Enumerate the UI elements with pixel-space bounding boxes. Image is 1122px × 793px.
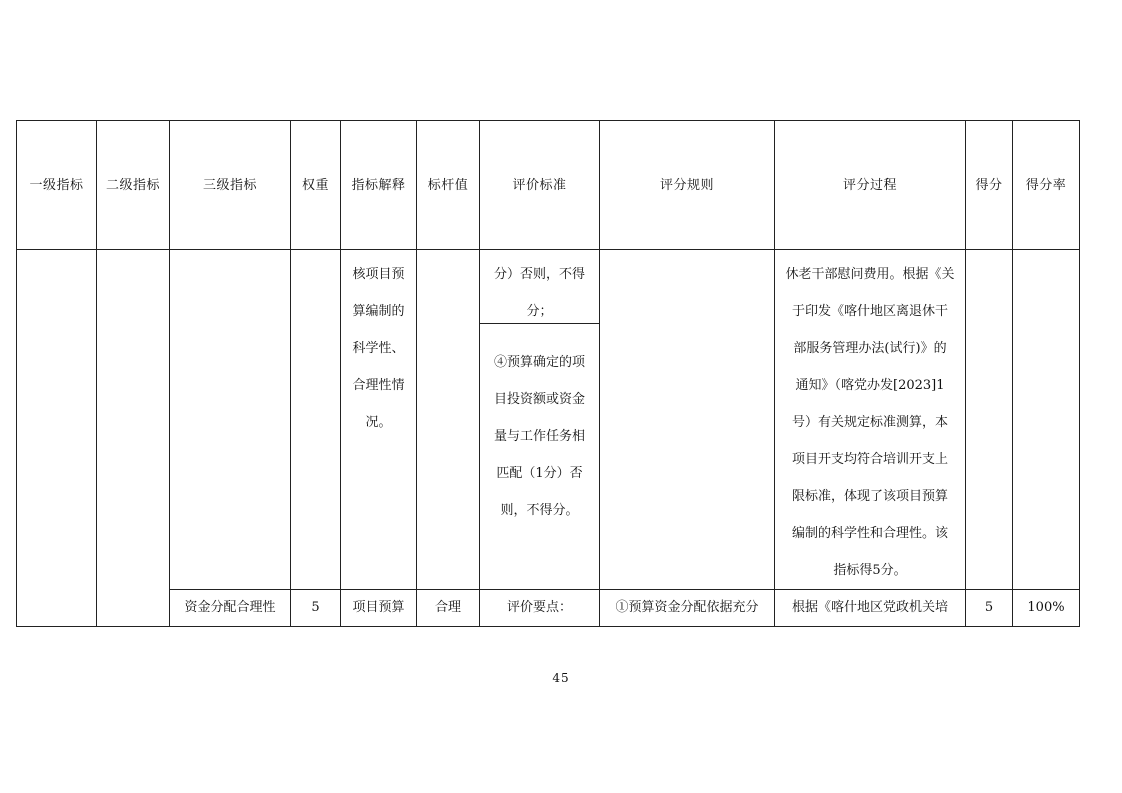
criteria-lower-subcell (480, 324, 599, 586)
criteria-line: 匹配（1分）否 (496, 466, 583, 481)
page-number: 45 (552, 671, 570, 685)
header-benchmark: 标杆值 (417, 121, 480, 250)
process-line: 通知》（喀党办发[2023]1 (795, 378, 945, 393)
cell-level3: 资金分配合理性 (170, 590, 291, 627)
cell-criteria (480, 250, 600, 590)
table-header-row (17, 121, 1080, 250)
cell-level3 (170, 250, 291, 590)
cell-level1 (17, 250, 97, 627)
criteria-line: 则，不得分。 (500, 503, 579, 518)
criteria-line: 分； (526, 304, 553, 319)
cell-scoring-rule (600, 250, 775, 590)
process-line: 限标准，体现了该项目预算 (791, 489, 948, 504)
cell-scoring-process: 根据《喀什地区党政机关培 (775, 590, 966, 627)
process-line: 部服务管理办法(试行)》的 (793, 341, 947, 356)
explanation-line: 合理性情 (352, 378, 405, 393)
process-line: 于印发《喀什地区离退休干 (791, 304, 948, 319)
header-explanation: 指标解释 (341, 121, 417, 250)
header-level3-indicator: 三级指标 (170, 121, 291, 250)
criteria-line: 量与工作任务相 (493, 429, 585, 444)
header-criteria: 评价标准 (480, 121, 600, 250)
header-weight: 权重 (291, 121, 341, 250)
cell-score-rate: 100% (1013, 590, 1080, 627)
cell-criteria: 评价要点： (480, 590, 600, 627)
explanation-line: 核项目预 (352, 267, 405, 282)
explanation-line: 科学性、 (352, 341, 405, 356)
header-score-rate: 得分率 (1013, 121, 1080, 250)
criteria-line: 目投资额或资金 (493, 392, 585, 407)
header-scoring-process: 评分过程 (775, 121, 966, 250)
process-line: 休老干部慰问费用。根据《关 (785, 267, 955, 282)
cell-weight (291, 250, 341, 590)
process-line: 号）有关规定标准测算，本 (791, 415, 948, 430)
cell-benchmark (417, 250, 480, 590)
explanation-line: 算编制的 (352, 304, 405, 319)
cell-explanation: 项目预算 (341, 590, 417, 627)
cell-score (966, 250, 1013, 590)
process-line: 编制的科学性和合理性。该 (791, 526, 948, 541)
header-scoring-rule: 评分规则 (600, 121, 775, 250)
cell-benchmark: 合理 (417, 590, 480, 627)
cell-level2 (97, 250, 170, 627)
table-row (17, 250, 1080, 590)
criteria-line: ④预算确定的项 (493, 355, 585, 370)
header-level1-indicator: 一级指标 (17, 121, 97, 250)
cell-score: 5 (966, 590, 1013, 627)
explanation-line: 况。 (365, 415, 392, 430)
header-level2-indicator: 二级指标 (97, 121, 170, 250)
evaluation-table (16, 120, 1080, 627)
process-line: 项目开支均符合培训开支上 (791, 452, 948, 467)
cell-weight: 5 (291, 590, 341, 627)
process-line: 指标得5分。 (833, 563, 907, 578)
cell-scoring-process (775, 250, 966, 590)
cell-scoring-rule: ①预算资金分配依据充分 (600, 590, 775, 627)
header-score: 得分 (966, 121, 1013, 250)
cell-explanation (341, 250, 417, 590)
cell-score-rate (1013, 250, 1080, 590)
table-row (17, 590, 1080, 627)
criteria-line: 分）否则，不得 (493, 267, 585, 282)
criteria-upper-subcell (480, 250, 599, 324)
